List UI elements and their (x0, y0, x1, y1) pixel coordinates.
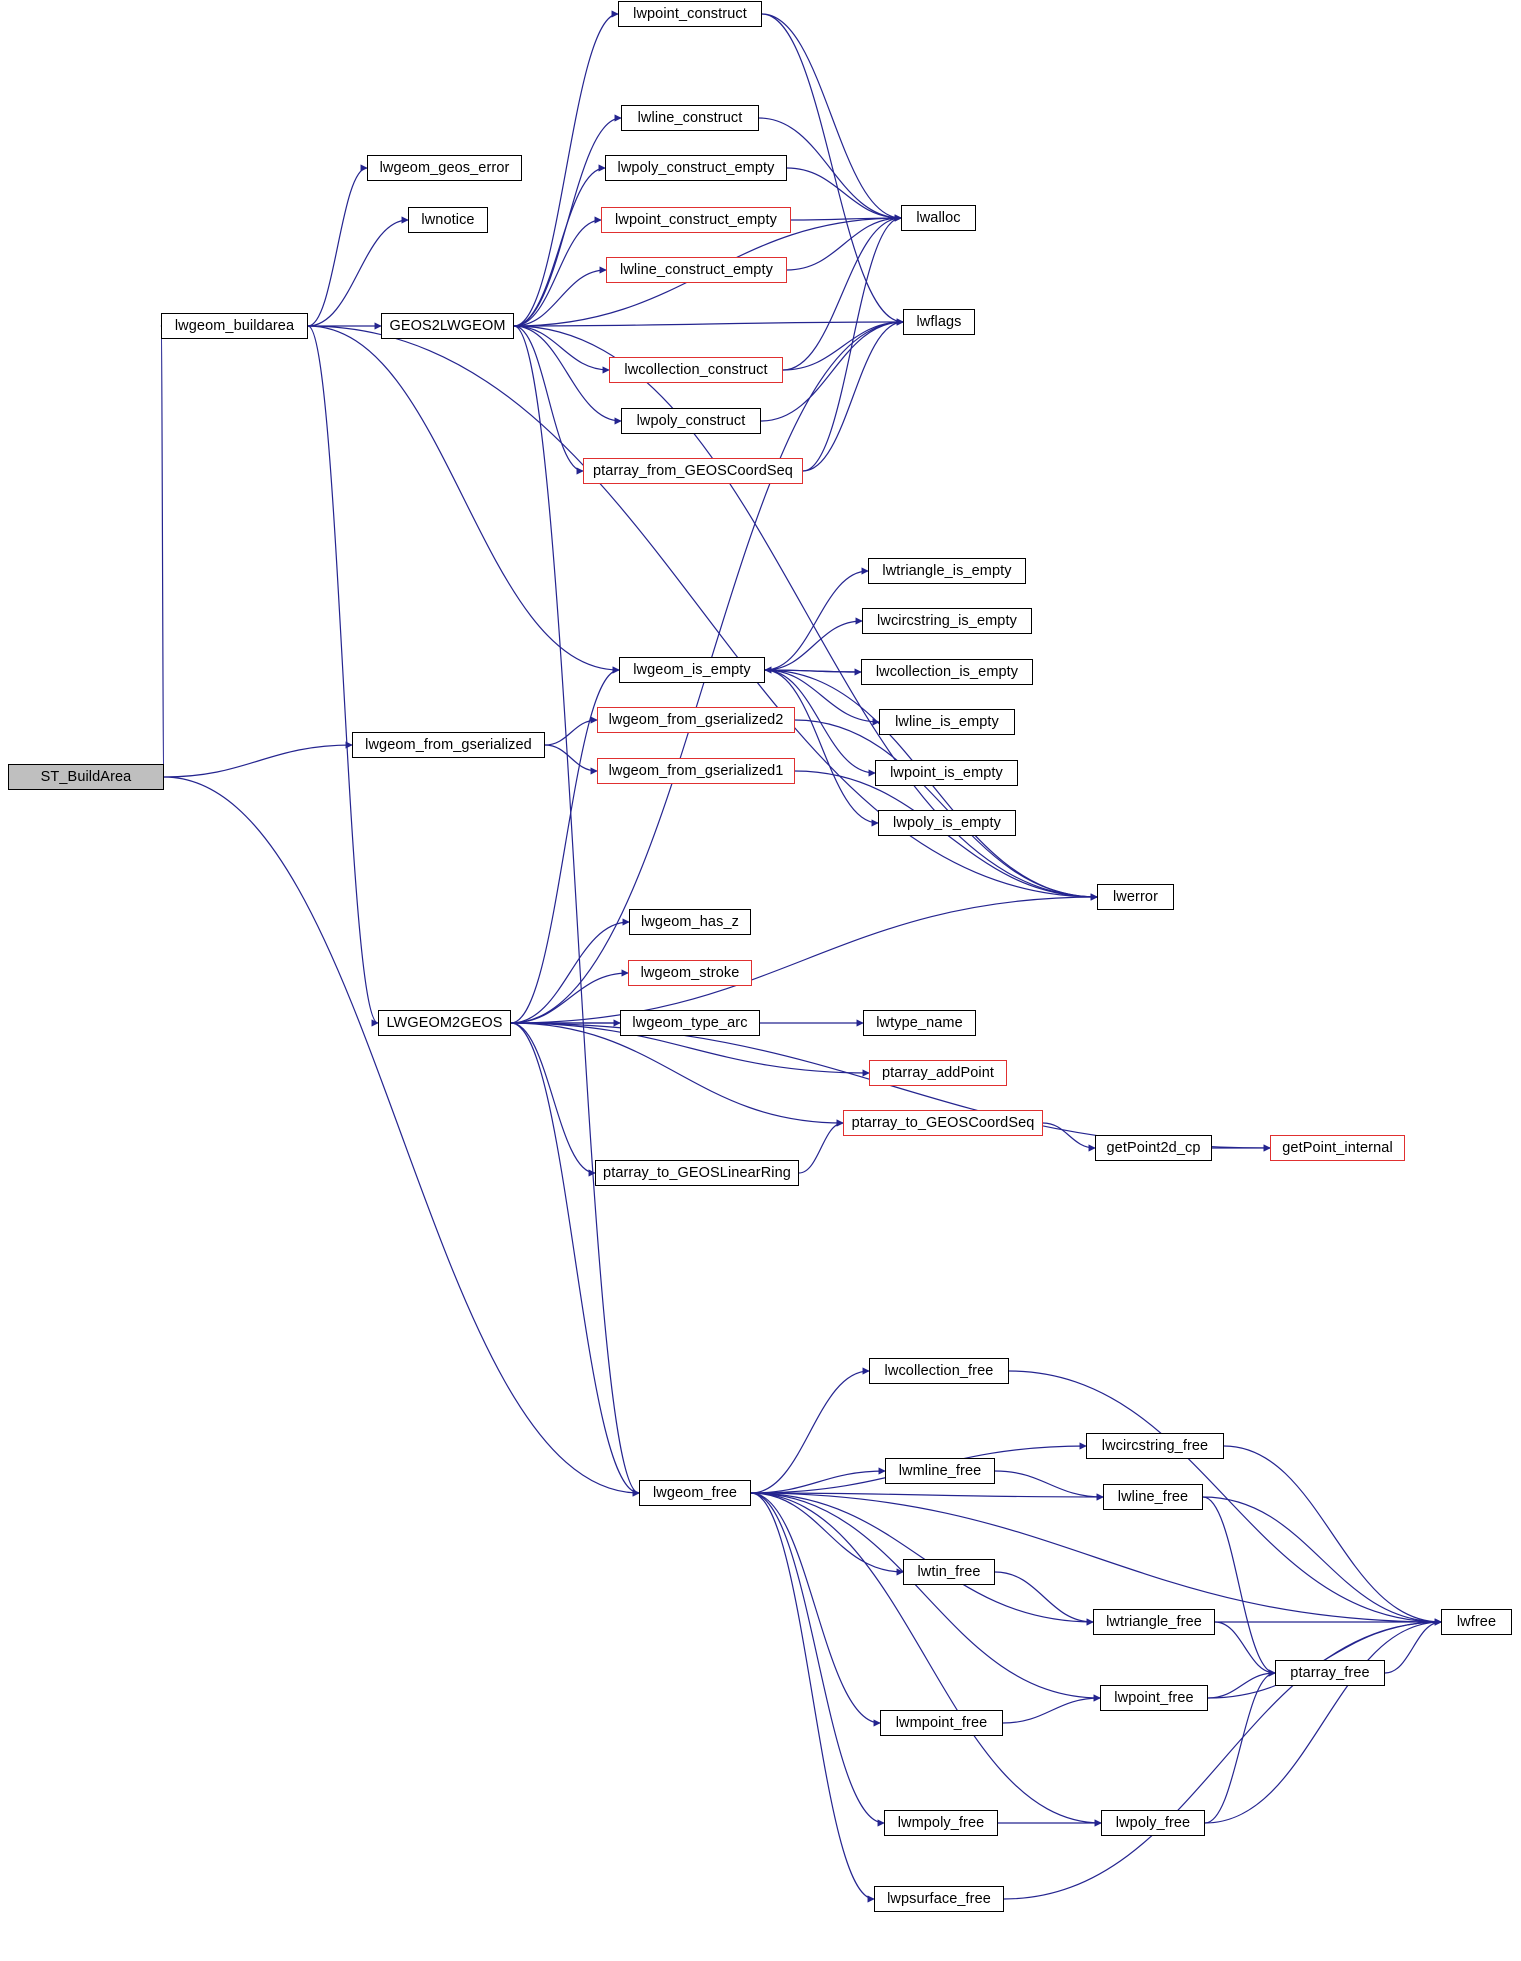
edge-lwgeom_buildarea-to-lwgeom2geos (308, 326, 378, 1023)
graph-node-lwflags[interactable]: lwflags (903, 309, 975, 335)
edge-geos2lwgeom-to-lwline_construct_empty (514, 270, 606, 326)
graph-node-lwcollection_construct[interactable]: lwcollection_construct (609, 357, 783, 383)
graph-node-lwline_is_empty[interactable]: lwline_is_empty (879, 709, 1015, 735)
edge-lwgeom_free-to-lwmpoint_free (751, 1493, 880, 1723)
edge-lwgeom_buildarea-to-lwnotice (308, 220, 408, 326)
edge-ptarray_to_geoscoordseq-to-getpoint2d_cp (1043, 1123, 1095, 1148)
edge-lwpoly_free-to-lwfree (1205, 1622, 1441, 1823)
graph-node-lwline_construct[interactable]: lwline_construct (621, 105, 759, 131)
graph-node-lwpoint_is_empty[interactable]: lwpoint_is_empty (875, 760, 1018, 786)
edge-lwcollection_construct-to-lwalloc (783, 218, 901, 370)
graph-node-lwpoint_construct_empty[interactable]: lwpoint_construct_empty (601, 207, 791, 233)
edge-lwgeom_buildarea-to-lwgeom_is_empty (308, 326, 619, 670)
edge-lwmline_free-to-lwline_free (995, 1471, 1103, 1497)
graph-node-lwpoly_free[interactable]: lwpoly_free (1101, 1810, 1205, 1836)
graph-node-lwpsurface_free[interactable]: lwpsurface_free (874, 1886, 1004, 1912)
edge-ptarray_from_geoscoordseq-to-lwalloc (803, 218, 901, 471)
edge-geos2lwgeom-to-lwcollection_construct (514, 326, 609, 370)
graph-node-lwgeom_from_gserialized1[interactable]: lwgeom_from_gserialized1 (597, 758, 795, 784)
graph-node-lwpoint_free[interactable]: lwpoint_free (1100, 1685, 1208, 1711)
graph-node-geos2lwgeom[interactable]: GEOS2LWGEOM (381, 313, 514, 339)
edge-geos2lwgeom-to-lwflags (514, 322, 903, 326)
graph-node-lwmpoly_free[interactable]: lwmpoly_free (884, 1810, 998, 1836)
edge-lwline_construct_empty-to-lwalloc (787, 218, 901, 270)
edge-geos2lwgeom-to-lwpoint_construct_empty (514, 220, 601, 326)
graph-node-lwtriangle_free[interactable]: lwtriangle_free (1093, 1609, 1215, 1635)
graph-node-lwcircstring_is_empty[interactable]: lwcircstring_is_empty (862, 608, 1032, 634)
edge-st_buildarea-to-lwgeom_from_gserialized (164, 745, 352, 777)
edge-lwpoint_free-to-ptarray_free (1208, 1673, 1275, 1698)
graph-node-lwpoly_construct_empty[interactable]: lwpoly_construct_empty (605, 155, 787, 181)
edge-lwgeom_from_gserialized2-to-lwerror (795, 720, 1097, 897)
graph-node-ptarray_addpoint[interactable]: ptarray_addPoint (869, 1060, 1007, 1086)
graph-node-lwline_free[interactable]: lwline_free (1103, 1484, 1203, 1510)
edge-lwgeom_is_empty-to-lwcircstring_is_empty (765, 621, 862, 670)
graph-node-lwgeom_free[interactable]: lwgeom_free (639, 1480, 751, 1506)
edge-lwgeom_is_empty-to-lwtriangle_is_empty (765, 571, 868, 670)
edge-lwgeom_free-to-lwmline_free (751, 1471, 885, 1493)
edge-lwpoint_construct_empty-to-lwalloc (791, 218, 901, 220)
graph-node-lwgeom_stroke[interactable]: lwgeom_stroke (628, 960, 752, 986)
graph-node-getpoint2d_cp[interactable]: getPoint2d_cp (1095, 1135, 1212, 1161)
graph-node-lwerror[interactable]: lwerror (1097, 884, 1174, 910)
edge-lwcollection_is_empty-to-lwgeom_is_empty (765, 670, 861, 672)
edge-lwpoly_free-to-ptarray_free (1205, 1673, 1275, 1823)
edge-lwgeom_free-to-lwtin_free (751, 1493, 903, 1572)
graph-node-lwcircstring_free[interactable]: lwcircstring_free (1086, 1433, 1224, 1459)
edge-lwline_free-to-ptarray_free (1203, 1497, 1275, 1673)
edge-st_buildarea-to-lwgeom_free (164, 777, 639, 1493)
graph-node-lwcollection_free[interactable]: lwcollection_free (869, 1358, 1009, 1384)
graph-node-st_buildarea[interactable]: ST_BuildArea (8, 764, 164, 790)
edge-lwgeom_free-to-lwpoly_free (751, 1493, 1101, 1823)
graph-node-lwgeom_geos_error[interactable]: lwgeom_geos_error (367, 155, 522, 181)
edge-st_buildarea-to-lwgeom_buildarea (161, 326, 164, 777)
edge-lwcircstring_free-to-lwfree (1224, 1446, 1441, 1622)
edge-lwtriangle_free-to-ptarray_free (1215, 1622, 1275, 1673)
edge-lwmpoint_free-to-lwpoint_free (1003, 1698, 1100, 1723)
edge-geos2lwgeom-to-lwpoly_construct_empty (514, 168, 605, 326)
graph-node-lwnotice[interactable]: lwnotice (408, 207, 488, 233)
edge-lwgeom_free-to-lwmpoly_free (751, 1493, 884, 1823)
edge-lwcollection_construct-to-lwflags (783, 322, 903, 370)
graph-node-ptarray_free[interactable]: ptarray_free (1275, 1660, 1385, 1686)
graph-node-lwgeom_from_gserialized[interactable]: lwgeom_from_gserialized (352, 732, 545, 758)
edge-lwgeom_free-to-lwline_free (751, 1493, 1103, 1497)
edge-lwgeom_is_empty-to-lwcollection_is_empty (765, 670, 861, 672)
edge-lwgeom_from_gserialized-to-lwgeom_from_gserialized1 (545, 745, 597, 771)
graph-node-lwpoly_is_empty[interactable]: lwpoly_is_empty (878, 810, 1016, 836)
edge-lwgeom_buildarea-to-lwgeom_geos_error (308, 168, 367, 326)
edge-lwpoint_construct-to-lwalloc (762, 14, 901, 218)
edge-lwgeom_free-to-lwpsurface_free (751, 1493, 874, 1899)
edge-ptarray_from_geoscoordseq-to-lwflags (803, 322, 903, 471)
edge-lwgeom2geos-to-ptarray_to_geoscoordseq (511, 1023, 843, 1123)
graph-node-lwtriangle_is_empty[interactable]: lwtriangle_is_empty (868, 558, 1026, 584)
edge-lwgeom_free-to-lwtriangle_free (751, 1493, 1093, 1622)
graph-node-lwline_construct_empty[interactable]: lwline_construct_empty (606, 257, 787, 283)
graph-node-lwgeom_buildarea[interactable]: lwgeom_buildarea (161, 313, 308, 339)
graph-node-getpoint_internal[interactable]: getPoint_internal (1270, 1135, 1405, 1161)
graph-node-lwtin_free[interactable]: lwtin_free (903, 1559, 995, 1585)
graph-node-lwgeom2geos[interactable]: LWGEOM2GEOS (378, 1010, 511, 1036)
graph-node-lwmline_free[interactable]: lwmline_free (885, 1458, 995, 1484)
graph-node-ptarray_to_geoscoordseq[interactable]: ptarray_to_GEOSCoordSeq (843, 1110, 1043, 1136)
graph-node-lwfree[interactable]: lwfree (1441, 1609, 1512, 1635)
graph-node-lwpoint_construct[interactable]: lwpoint_construct (618, 1, 762, 27)
edge-ptarray_to_geoslinearring-to-ptarray_to_geoscoordseq (799, 1123, 843, 1173)
graph-node-lwcollection_is_empty[interactable]: lwcollection_is_empty (861, 659, 1033, 685)
edge-lwline_free-to-lwfree (1203, 1497, 1441, 1622)
edge-ptarray_free-to-lwfree (1385, 1622, 1441, 1673)
edge-lwgeom2geos-to-lwgeom_has_z (511, 922, 629, 1023)
edge-lwgeom_from_gserialized-to-lwgeom_from_gserialized2 (545, 720, 597, 745)
edge-geos2lwgeom-to-lwpoly_construct (514, 326, 621, 421)
edge-lwgeom_free-to-lwpoint_free (751, 1493, 1100, 1698)
graph-node-lwgeom_is_empty[interactable]: lwgeom_is_empty (619, 657, 765, 683)
graph-node-lwalloc[interactable]: lwalloc (901, 205, 976, 231)
edge-lwgeom2geos-to-lwgeom_stroke (511, 973, 628, 1023)
graph-node-lwtype_name[interactable]: lwtype_name (863, 1010, 976, 1036)
edge-geos2lwgeom-to-lwpoint_construct (514, 14, 618, 326)
edge-lwgeom2geos-to-lwgeom_free (511, 1023, 639, 1493)
edge-lwcollection_free-to-lwfree (1009, 1371, 1441, 1622)
edge-lwgeom_free-to-lwcollection_free (751, 1371, 869, 1493)
edge-lwgeom2geos-to-ptarray_to_geoslinearring (511, 1023, 595, 1173)
graph-node-ptarray_to_geoslinearring[interactable]: ptarray_to_GEOSLinearRing (595, 1160, 799, 1186)
edge-lwgeom_free-to-lwfree (751, 1493, 1441, 1622)
graph-node-ptarray_from_geoscoordseq[interactable]: ptarray_from_GEOSCoordSeq (583, 458, 803, 484)
edge-geos2lwgeom-to-ptarray_from_geoscoordseq (514, 326, 583, 471)
edge-lwgeom_is_empty-to-lwpoly_is_empty (765, 670, 878, 823)
edge-lwpoly_construct_empty-to-lwalloc (787, 168, 901, 218)
edge-lwgeom2geos-to-lwerror (511, 897, 1097, 1023)
graph-node-lwgeom_type_arc[interactable]: lwgeom_type_arc (620, 1010, 760, 1036)
graph-node-lwmpoint_free[interactable]: lwmpoint_free (880, 1710, 1003, 1736)
graph-node-lwpoly_construct[interactable]: lwpoly_construct (621, 408, 761, 434)
edge-geos2lwgeom-to-lwgeom_free (514, 326, 639, 1493)
edge-lwtin_free-to-lwtriangle_free (995, 1572, 1093, 1622)
graph-node-lwgeom_has_z[interactable]: lwgeom_has_z (629, 909, 751, 935)
graph-node-lwgeom_from_gserialized2[interactable]: lwgeom_from_gserialized2 (597, 707, 795, 733)
